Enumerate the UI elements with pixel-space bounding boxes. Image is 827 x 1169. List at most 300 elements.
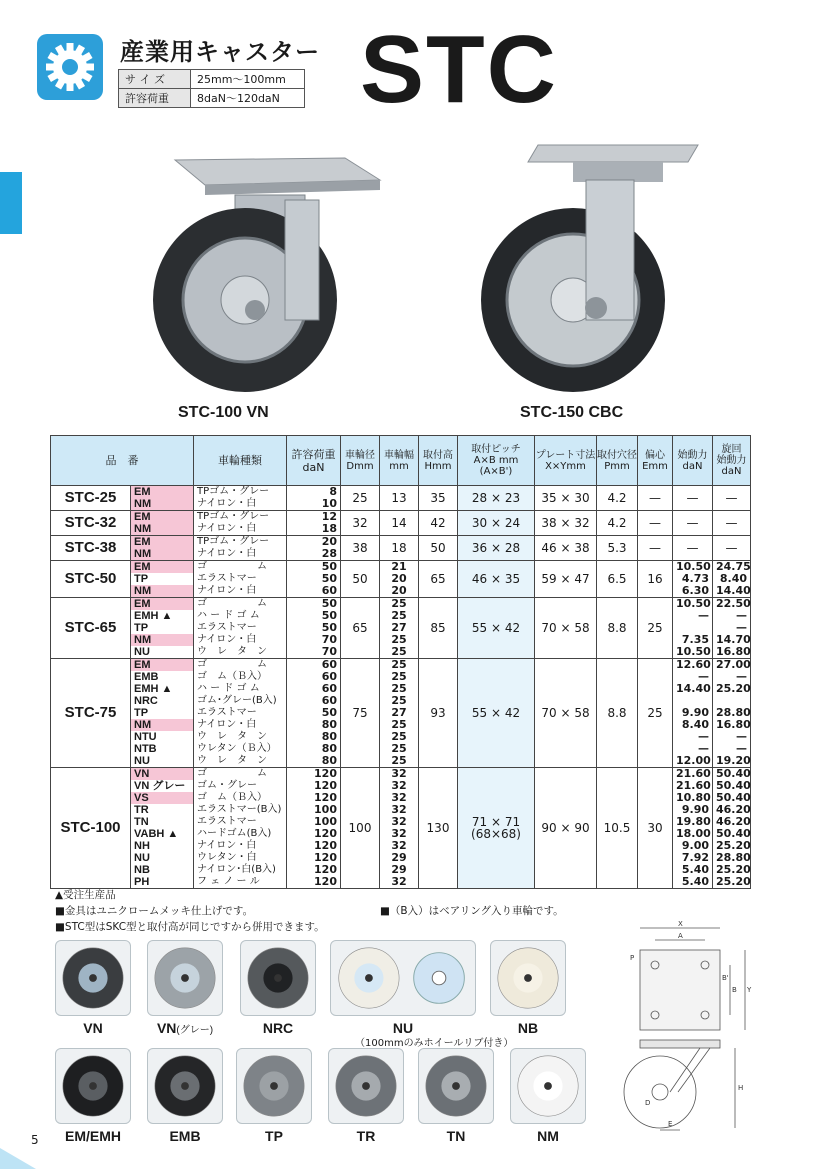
rot-value: 25.20 <box>716 875 751 888</box>
wheel-type: エラストマー <box>197 816 257 827</box>
load-value: 28 <box>321 547 337 560</box>
width-value: 25 <box>391 609 407 622</box>
code-cell <box>131 659 194 768</box>
wheel-type: ウ レ タ ン <box>197 646 267 657</box>
swivel-force-cell: — <box>713 511 751 536</box>
thumb-code: VN <box>156 1020 177 1036</box>
wheel-type: ゴ ム（Ｂ入） <box>197 671 267 682</box>
start-force-cell: — <box>673 511 713 536</box>
rot-value: 25.20 <box>716 863 751 876</box>
wheel-thumb-label <box>328 1128 404 1144</box>
wheel-type: ナイロン・白 <box>197 523 257 534</box>
load-value: 120 <box>314 839 337 852</box>
spec-table <box>50 435 751 889</box>
col-pitch: 取付ピッチ A×B mm (A×B') <box>458 436 535 486</box>
width-value: 25 <box>391 682 407 695</box>
hole-cell: 8.8 <box>597 659 638 768</box>
variant-code: NH <box>134 840 150 852</box>
variant-code: VN グレー <box>134 780 186 792</box>
diameter-cell: 75 <box>341 659 380 768</box>
dim-label: A <box>678 932 683 940</box>
load-value: 60 <box>321 682 337 695</box>
rot-value: 19.20 <box>716 754 751 767</box>
load-value: 80 <box>321 742 337 755</box>
swivel-force-cell: — <box>713 536 751 561</box>
load-value: 50 <box>321 597 337 610</box>
model-cell: STC-25 <box>51 486 131 511</box>
wheel-thumb <box>55 1048 131 1124</box>
width-value: 29 <box>391 863 407 876</box>
diameter-cell: 100 <box>341 768 380 889</box>
hole-cell: 5.3 <box>597 536 638 561</box>
height-cell: 65 <box>419 561 458 598</box>
offset-cell: — <box>638 486 673 511</box>
page-number: 5 <box>31 1133 39 1147</box>
wheel-icon <box>56 941 130 1015</box>
variant-code: NM <box>131 523 193 535</box>
variant-code: NB <box>134 864 150 876</box>
thumb-code: NU <box>392 1020 414 1036</box>
load-value: 50 <box>321 560 337 573</box>
pitch-value: 46 × 35 <box>471 572 521 586</box>
start-value: — <box>698 670 709 683</box>
variant-code: NRC <box>134 695 158 707</box>
wheel-type-cell <box>194 598 287 659</box>
start-value: 9.90 <box>681 706 709 719</box>
load-cell <box>287 486 341 511</box>
width-value: 20 <box>391 584 407 597</box>
variant-code: NM <box>131 585 193 597</box>
rot-value: 50.40 <box>716 791 751 804</box>
variant-code: TP <box>134 622 149 634</box>
hole-cell: 8.8 <box>597 598 638 659</box>
wheel-type-cell <box>194 486 287 511</box>
notes <box>55 887 325 935</box>
load-cell <box>287 561 341 598</box>
pitch-cell <box>458 561 535 598</box>
wheel-thumb-label <box>55 1128 131 1144</box>
plate-cell: 70 × 58 <box>535 598 597 659</box>
variant-code: NTU <box>134 731 157 743</box>
load-value: 50 <box>321 621 337 634</box>
width-cell <box>380 598 419 659</box>
width-value: 25 <box>391 633 407 646</box>
spec-key: サ イ ズ <box>119 70 191 89</box>
start-value: 9.90 <box>681 803 709 816</box>
table-row <box>51 768 751 889</box>
col-plate: プレート寸法 X×Ymm <box>535 436 597 486</box>
hole-cell: 10.5 <box>597 768 638 889</box>
thumb-code: EM/EMH <box>65 1128 121 1144</box>
thumb-code: TN <box>446 1128 466 1144</box>
swivel-force-cell <box>713 598 751 659</box>
col-load: 許容荷重 daN <box>287 436 341 486</box>
wheel-type: ゴム･グレー(B入) <box>197 695 277 706</box>
load-value: 60 <box>321 670 337 683</box>
start-value: 5.40 <box>681 875 709 888</box>
width-cell: 14 <box>380 511 419 536</box>
load-value: 120 <box>314 851 337 864</box>
col-hole: 取付穴径 Pmm <box>597 436 638 486</box>
wheel-type: ナイロン・白 <box>197 585 257 596</box>
thumb-code: TR <box>356 1128 376 1144</box>
height-cell: 35 <box>419 486 458 511</box>
rot-value: 25.20 <box>716 682 751 695</box>
offset-cell: 25 <box>638 659 673 768</box>
plate-cell: 35 × 30 <box>535 486 597 511</box>
col-swivel-force: 旋回 始動力 daN <box>713 436 751 486</box>
col-offset: 偏心 Emm <box>638 436 673 486</box>
dim-label: B <box>732 986 737 994</box>
model-cell: STC-38 <box>51 536 131 561</box>
diameter-cell: 38 <box>341 536 380 561</box>
rot-value: 50.40 <box>716 779 751 792</box>
wheel-type: TPゴム・グレー <box>197 536 270 547</box>
load-value: 50 <box>321 706 337 719</box>
rot-value: 50.40 <box>716 767 751 780</box>
width-value: 32 <box>391 839 407 852</box>
model-cell: STC-50 <box>51 561 131 598</box>
wheel-type: ウレタン（Ｂ入） <box>197 743 277 754</box>
wheel-type: エラストマー <box>197 573 257 584</box>
wheel-type: ナイロン・白 <box>197 548 257 559</box>
variant-code: EMH ▲ <box>134 610 173 622</box>
wheel-thumb <box>328 1048 404 1124</box>
width-value: 20 <box>391 572 407 585</box>
thumb-sub: (グレー) <box>176 1025 214 1036</box>
load-value: 100 <box>314 815 337 828</box>
wheel-type: ゴ ム <box>197 598 267 609</box>
model-cell: STC-32 <box>51 511 131 536</box>
col-wheel-type: 車輪種類 <box>194 436 287 486</box>
plate-cell: 90 × 90 <box>535 768 597 889</box>
start-value: 12.00 <box>676 754 711 767</box>
wheel-icon <box>148 941 222 1015</box>
rot-value: 24.75 <box>716 560 751 573</box>
swivel-force-cell: — <box>713 486 751 511</box>
wheel-type: ゴ ム <box>197 768 267 779</box>
width-value: 32 <box>391 815 407 828</box>
variant-code: EM <box>131 536 193 548</box>
spec-table-body <box>51 486 751 889</box>
table-row <box>51 598 751 659</box>
wheel-type: ナイロン・白 <box>197 719 257 730</box>
note-plating: ■金具はユニクロームメッキ仕上げです。 <box>55 905 254 917</box>
offset-cell: — <box>638 536 673 561</box>
wheel-thumb <box>418 1048 494 1124</box>
offset-cell: 25 <box>638 598 673 659</box>
rot-value: — <box>736 742 747 755</box>
start-value: 6.30 <box>681 584 709 597</box>
start-value: — <box>698 730 709 743</box>
wheel-type: ハードゴム(B入) <box>197 828 272 839</box>
page-corner <box>0 1148 36 1169</box>
diameter-cell: 32 <box>341 511 380 536</box>
rot-value: — <box>736 670 747 683</box>
width-value: 27 <box>391 621 407 634</box>
wheel-type: ナイロン・白 <box>197 498 257 509</box>
wheel-type-cell <box>194 536 287 561</box>
table-row <box>51 561 751 598</box>
wheel-thumb-label <box>240 1020 316 1036</box>
wheel-thumb <box>147 1048 223 1124</box>
variant-code: NU <box>134 852 150 864</box>
height-cell: 130 <box>419 768 458 889</box>
dim-label: X <box>678 920 683 928</box>
load-cell <box>287 536 341 561</box>
variant-code: NM <box>131 634 193 646</box>
rot-value: 28.80 <box>716 706 751 719</box>
load-value: 120 <box>314 863 337 876</box>
rot-value: 8.40 <box>719 572 747 585</box>
nu-note: （100mmのみホイールリブ付き） <box>355 1038 514 1049</box>
load-value: 10 <box>321 497 337 510</box>
width-value: 25 <box>391 597 407 610</box>
start-value: 8.40 <box>681 718 709 731</box>
width-value: 25 <box>391 754 407 767</box>
wheel-type: ゴ ム <box>197 659 267 670</box>
variant-code: EM <box>131 659 193 671</box>
plate-cell: 38 × 32 <box>535 511 597 536</box>
variant-code: NM <box>131 498 193 510</box>
wheel-type: ウ レ タ ン <box>197 755 267 766</box>
table-row <box>51 486 751 511</box>
wheel-icon <box>511 1049 585 1123</box>
start-value: 21.60 <box>676 779 711 792</box>
start-value: 7.92 <box>681 851 709 864</box>
width-value: 25 <box>391 730 407 743</box>
variant-code: NU <box>134 755 150 767</box>
rot-value: 28.80 <box>716 851 751 864</box>
model-code: STC <box>360 16 558 123</box>
dim-label: B' <box>722 974 729 982</box>
load-value: 70 <box>321 633 337 646</box>
variant-code: EM <box>131 486 193 498</box>
thumb-code: NRC <box>262 1020 294 1036</box>
thumb-code: TP <box>265 1128 283 1144</box>
plate-cell: 59 × 47 <box>535 561 597 598</box>
thumb-code: NM <box>537 1128 559 1144</box>
thumb-code: EMB <box>169 1128 201 1144</box>
plate-cell: 46 × 38 <box>535 536 597 561</box>
wheel-type: ウレタン・白 <box>197 852 257 863</box>
load-cell <box>287 598 341 659</box>
start-force-cell: — <box>673 536 713 561</box>
rot-value: 46.20 <box>716 815 751 828</box>
rot-value: 27.00 <box>716 658 751 671</box>
hole-cell: 6.5 <box>597 561 638 598</box>
wheel-type-cell <box>194 659 287 768</box>
rot-value: 22.50 <box>716 597 751 610</box>
variant-code: TP <box>134 573 149 585</box>
width-value: 29 <box>391 851 407 864</box>
width-value: 25 <box>391 742 407 755</box>
pitch-value: 36 × 28 <box>471 541 521 555</box>
load-cell <box>287 659 341 768</box>
thumb-code: VN <box>83 1020 103 1036</box>
width-value: 32 <box>391 875 407 888</box>
code-cell <box>131 536 194 561</box>
width-cell: 13 <box>380 486 419 511</box>
width-value: 25 <box>391 645 407 658</box>
wheel-thumb <box>236 1048 312 1124</box>
wheel-thumb-label <box>418 1128 494 1144</box>
width-value: 32 <box>391 827 407 840</box>
variant-code: NM <box>131 719 193 731</box>
spec-value: 25mm〜100mm <box>191 70 305 89</box>
start-value: 5.40 <box>681 863 709 876</box>
load-cell <box>287 511 341 536</box>
col-start-force: 始動力 daN <box>673 436 713 486</box>
wheel-icon <box>241 941 315 1015</box>
wheel-type: ゴ ム <box>197 561 267 572</box>
diameter-cell: 25 <box>341 486 380 511</box>
rot-value: 50.40 <box>716 827 751 840</box>
height-cell: 85 <box>419 598 458 659</box>
diameter-cell: 50 <box>341 561 380 598</box>
width-value: 32 <box>391 779 407 792</box>
pitch-cell <box>458 768 535 889</box>
width-value: 25 <box>391 718 407 731</box>
wheel-thumb <box>240 940 316 1016</box>
height-cell: 93 <box>419 659 458 768</box>
load-value: 8 <box>329 485 337 498</box>
start-force-cell <box>673 561 713 598</box>
wheel-type: ウ レ タ ン <box>197 731 267 742</box>
load-value: 120 <box>314 791 337 804</box>
wheel-icon <box>237 1049 311 1123</box>
hole-cell: 4.2 <box>597 486 638 511</box>
photo-caption: STC-150 CBC <box>520 404 624 421</box>
spec-key: 許容荷重 <box>119 89 191 108</box>
pitch-cell <box>458 486 535 511</box>
load-value: 60 <box>321 694 337 707</box>
start-value: 18.00 <box>676 827 711 840</box>
wheel-icon <box>329 1049 403 1123</box>
gear-icon <box>44 41 96 93</box>
load-value: 80 <box>321 754 337 767</box>
wheel-type: エラストマー <box>197 622 257 633</box>
variant-code: EM <box>131 511 193 523</box>
width-value: 25 <box>391 694 407 707</box>
caster-photo-stc-150-cbc <box>478 140 678 400</box>
swivel-force-cell <box>713 768 751 889</box>
start-value: 10.50 <box>676 560 711 573</box>
wheel-thumb <box>55 940 131 1016</box>
start-value: 10.50 <box>676 597 711 610</box>
variant-code: NTB <box>134 743 157 755</box>
rot-value: 14.40 <box>716 584 751 597</box>
start-value: — <box>698 742 709 755</box>
load-value: 100 <box>314 803 337 816</box>
code-cell <box>131 486 194 511</box>
load-value: 120 <box>314 779 337 792</box>
code-cell <box>131 768 194 889</box>
wheel-type: ハ ー ド ゴ ム <box>197 610 260 621</box>
dim-label: P <box>630 954 635 962</box>
pitch-value: 55 × 42 <box>471 621 521 635</box>
wheel-type: ゴム・グレー <box>197 780 257 791</box>
variant-code: PH <box>134 876 150 888</box>
note-bearing: ■（B入）はベアリング入り車輪です。 <box>380 905 564 917</box>
width-value: 21 <box>391 560 407 573</box>
wheel-type: TPゴム・グレー <box>197 511 270 522</box>
pitch-value: 28 × 23 <box>471 491 521 505</box>
wheel-icon <box>419 1049 493 1123</box>
start-force-cell <box>673 659 713 768</box>
pitch-cell <box>458 659 535 768</box>
start-value: 4.73 <box>681 572 709 585</box>
start-value: — <box>698 609 709 622</box>
start-value: 10.50 <box>676 645 711 658</box>
wheel-thumb <box>147 940 223 1016</box>
model-cell: STC-100 <box>51 768 131 889</box>
load-value: 80 <box>321 730 337 743</box>
start-value: 7.35 <box>681 633 709 646</box>
width-cell: 18 <box>380 536 419 561</box>
note-compat: ■STC型はSKC型と取付高が同じですから併用できます。 <box>55 921 325 933</box>
rot-value: 16.80 <box>716 718 751 731</box>
diameter-cell: 65 <box>341 598 380 659</box>
spec-summary <box>118 69 305 108</box>
pitch-alt-value: (68×68) <box>471 827 521 841</box>
variant-code: TR <box>134 804 149 816</box>
col-height: 取付高 Hmm <box>419 436 458 486</box>
hole-cell: 4.2 <box>597 511 638 536</box>
variant-code: NM <box>131 548 193 560</box>
wheel-icon <box>148 1049 222 1123</box>
pitch-cell <box>458 511 535 536</box>
load-value: 120 <box>314 827 337 840</box>
dim-label: E <box>668 1120 673 1128</box>
offset-cell: 30 <box>638 768 673 889</box>
start-force-cell: — <box>673 486 713 511</box>
width-value: 32 <box>391 767 407 780</box>
load-value: 60 <box>321 658 337 671</box>
variant-code: VABH ▲ <box>134 828 179 840</box>
model-cell: STC-75 <box>51 659 131 768</box>
rot-value: — <box>736 609 747 622</box>
rot-value: — <box>736 621 747 634</box>
height-cell: 42 <box>419 511 458 536</box>
wheel-type: ナイロン・白 <box>197 634 257 645</box>
table-row <box>51 659 751 768</box>
wheel-thumb <box>490 940 566 1016</box>
start-value: 12.60 <box>676 658 711 671</box>
start-value: 9.00 <box>681 839 709 852</box>
variant-code: EMH ▲ <box>134 683 173 695</box>
start-value: 14.40 <box>676 682 711 695</box>
col-width: 車輪幅 mm <box>380 436 419 486</box>
page-title: 産業用キャスター <box>120 38 320 66</box>
rot-value: 46.20 <box>716 803 751 816</box>
load-value: 80 <box>321 718 337 731</box>
wheel-icon <box>491 941 565 1015</box>
width-cell <box>380 768 419 889</box>
load-value: 60 <box>321 584 337 597</box>
width-value: 32 <box>391 791 407 804</box>
width-cell <box>380 561 419 598</box>
dim-label: Y <box>747 986 752 994</box>
code-cell <box>131 561 194 598</box>
swivel-force-cell <box>713 561 751 598</box>
width-value: 27 <box>391 706 407 719</box>
wheel-thumb-label <box>510 1128 586 1144</box>
wheel-thumb <box>510 1048 586 1124</box>
wheel-type: ナイロン・白 <box>197 840 257 851</box>
load-value: 120 <box>314 875 337 888</box>
wheel-thumb-label <box>236 1128 312 1144</box>
